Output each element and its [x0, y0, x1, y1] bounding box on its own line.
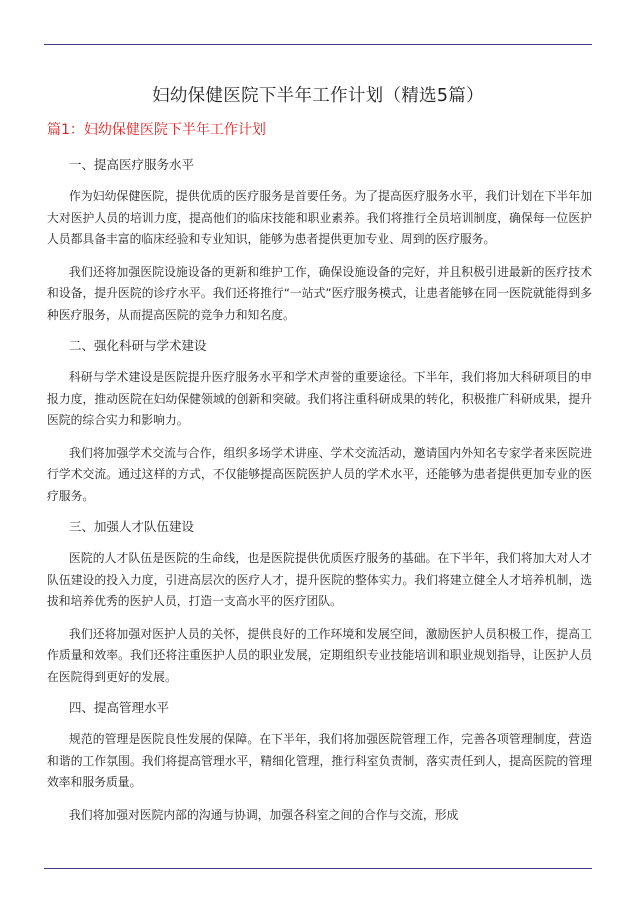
section-2 — [47, 337, 592, 507]
section-3 — [47, 518, 592, 688]
paragraph: 我们将加强对医院内部的沟通与协调，加强各科室之间的合作与交流，形成 — [69, 807, 459, 822]
paragraph: 医院的人才队伍是医院的生命线，也是医院提供优质医疗服务的基础。在下半年，我们将加大对人才队伍建设的投入力度，引进高层次的医疗人才，提升医院的整体实力。我们将建立健全人才培养机制，选拔和培养优秀的医护人员，打造一支高水平的医疗团队。 — [47, 551, 592, 608]
document-body — [47, 156, 592, 837]
footer-rule — [44, 868, 592, 869]
paragraph: 我们还将加强对医护人员的关怀，提供良好的工作环境和发展空间，激励医护人员积极工作，提高工作质量和效率。我们还将注重医护人员的职业发展，定期组织专业技能培训和职业规划指导，让医护人员在医院得到更好的发展。 — [47, 626, 592, 684]
paragraph: 规范的管理是医院良性发展的保障。在下半年，我们将加强医院管理工作，完善各项管理制度，营造和谐的工作氛围。我们将提高管理水平，精细化管理，推行科室负责制，落实责任到人，提高医院的管理效率和服务质量。 — [47, 732, 592, 789]
section-1 — [47, 156, 592, 326]
paragraph: 我们还将加强医院设施设备的更新和维护工作，确保设施设备的完好，并且积极引进最新的医疗技术和设备，提升医院的诊疗水平。我们还将推行“一站式”医疗服务模式，让患者能够在同一医院就能得到多种医疗服务，从而提高医院的竞争力和知名度。 — [47, 264, 592, 322]
section-heading: 三、加强人才队伍建设 — [69, 519, 195, 534]
article-subtitle: 篇1：妇幼保健医院下半年工作计划 — [47, 122, 266, 138]
section-heading: 四、提高管理水平 — [69, 700, 170, 715]
section-4 — [47, 699, 592, 826]
paragraph: 科研与学术建设是医院提升医疗服务水平和学术声誉的重要途径。下半年，我们将加大科研项目的申报力度，推动医院在妇幼保健领域的创新和突破。我们将注重科研成果的转化，积极推广科研成果，提升医院的综合实力和影响力。 — [47, 370, 592, 427]
document-title: 妇幼保健医院下半年工作计划（精选5篇） — [152, 86, 484, 106]
header-rule — [44, 44, 592, 45]
section-heading: 二、强化科研与学术建设 — [69, 338, 207, 353]
paragraph: 我们将加强学术交流与合作，组织多场学术讲座、学术交流活动，邀请国内外知名专家学者来医院进行学术交流。通过这样的方式，不仅能够提高医院医护人员的学术水平，还能够为患者提供更加专业的医疗服务。 — [47, 445, 592, 503]
paragraph: 作为妇幼保健医院，提供优质的医疗服务是首要任务。为了提高医疗服务水平，我们计划在下半年加大对医护人员的培训力度，提高他们的临床技能和职业素养。我们将推行全员培训制度，确保每一位医护人员都具备丰富的临床经验和专业知识，能够为患者提供更加专业、周到的医疗服务。 — [47, 189, 592, 246]
section-heading: 一、提高医疗服务水平 — [69, 157, 195, 172]
